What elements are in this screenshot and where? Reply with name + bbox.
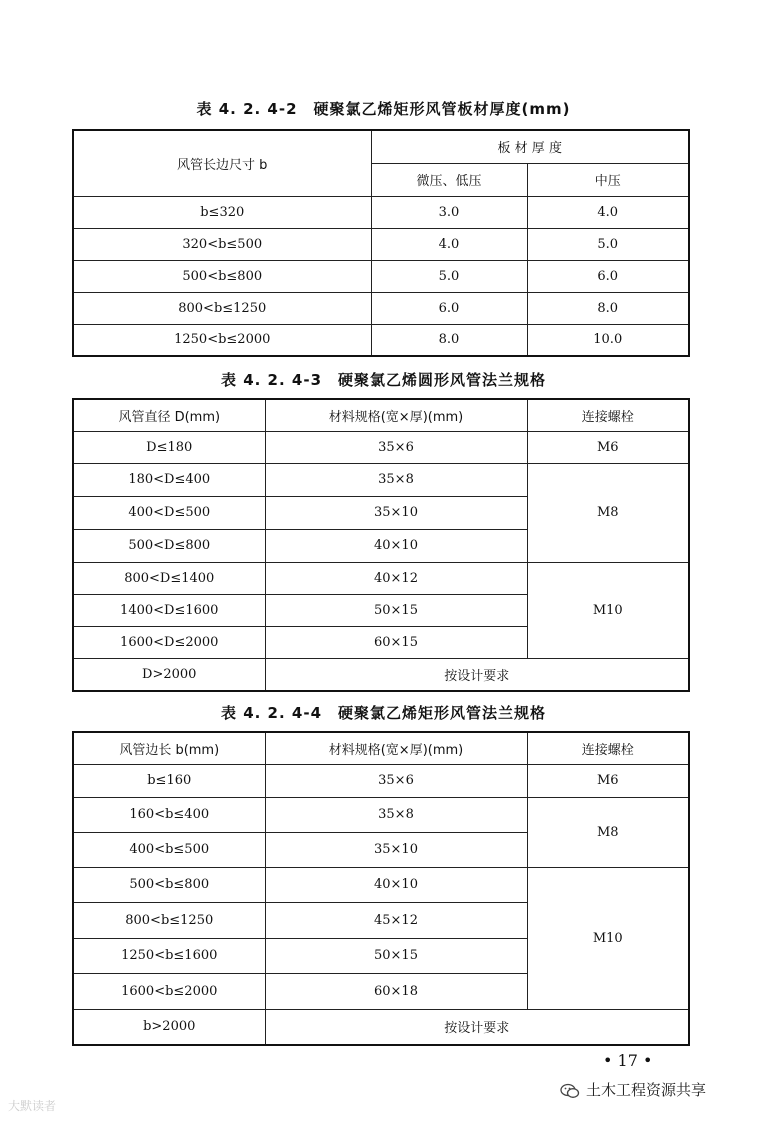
table2 [72, 398, 690, 692]
table2-header-bolt: 连接螺栓 [527, 399, 689, 431]
table3-range: 400<b≤500 [73, 832, 265, 867]
table1-range: 800<b≤1250 [73, 292, 371, 324]
table3-header-bolt: 连接螺栓 [527, 732, 689, 764]
table3-spec: 按设计要求 [265, 1009, 689, 1045]
table1-range: 1250<b≤2000 [73, 324, 371, 356]
table3-range: 1600<b≤2000 [73, 973, 265, 1009]
table2-spec: 40×10 [265, 529, 527, 562]
table1-low: 5.0 [371, 260, 527, 292]
table2-bolt: M8 [527, 463, 689, 562]
table1 [72, 129, 690, 357]
table1-low: 6.0 [371, 292, 527, 324]
table2-range: 800<D≤1400 [73, 562, 265, 594]
table3-range: b≤160 [73, 764, 265, 797]
table1-mid: 4.0 [527, 196, 689, 228]
table2-range: D≤180 [73, 431, 265, 463]
page-number: • 17 • [603, 1051, 653, 1070]
table2-bolt: M6 [527, 431, 689, 463]
table3-bolt: M10 [527, 867, 689, 1009]
table3-range: 500<b≤800 [73, 867, 265, 902]
table1-range: 320<b≤500 [73, 228, 371, 260]
table-row [73, 260, 689, 292]
table1-mid: 8.0 [527, 292, 689, 324]
table2-range: 1600<D≤2000 [73, 626, 265, 658]
table3-spec: 35×6 [265, 764, 527, 797]
table1-low: 4.0 [371, 228, 527, 260]
table2-spec: 35×10 [265, 496, 527, 529]
table-row [73, 1009, 689, 1045]
table3-range: 800<b≤1250 [73, 902, 265, 938]
table3-range: b>2000 [73, 1009, 265, 1045]
table-row [73, 324, 689, 356]
table2-range: 500<D≤800 [73, 529, 265, 562]
table3 [72, 731, 690, 1046]
table-row [73, 463, 689, 496]
table1-mid: 5.0 [527, 228, 689, 260]
table-row [73, 228, 689, 260]
table3-header-spec: 材料规格(宽×厚)(mm) [265, 732, 527, 764]
table3-title: 表 4. 2. 4-4 硬聚氯乙烯矩形风管法兰规格 [220, 704, 547, 722]
table1-header-mid: 中压 [527, 163, 689, 196]
table3-spec: 45×12 [265, 902, 527, 938]
table-row [73, 658, 689, 691]
table1-header-low: 微压、低压 [371, 163, 527, 196]
table-row [73, 867, 689, 902]
table3-range: 1250<b≤1600 [73, 938, 265, 973]
table2-spec: 60×15 [265, 626, 527, 658]
table1-header-group: 板 材 厚 度 [371, 130, 689, 163]
table-row [73, 292, 689, 324]
table2-header-spec: 材料规格(宽×厚)(mm) [265, 399, 527, 431]
table1-low: 8.0 [371, 324, 527, 356]
table-row [73, 562, 689, 594]
watermark-right-text: 土木工程资源共享 [586, 1081, 707, 1099]
table2-bolt: M10 [527, 562, 689, 658]
table3-spec: 35×8 [265, 797, 527, 832]
table-row [73, 764, 689, 797]
table2-range: D>2000 [73, 658, 265, 691]
table-row [73, 797, 689, 832]
table2-spec: 50×15 [265, 594, 527, 626]
table2-title: 表 4. 2. 4-3 硬聚氯乙烯圆形风管法兰规格 [220, 371, 547, 389]
table3-bolt: M6 [527, 764, 689, 797]
table2-range: 400<D≤500 [73, 496, 265, 529]
table2-spec: 35×8 [265, 463, 527, 496]
table3-bolt: M8 [527, 797, 689, 867]
table2-spec: 40×12 [265, 562, 527, 594]
table2-header-diameter: 风管直径 D(mm) [73, 399, 265, 431]
table-row [73, 196, 689, 228]
table2-spec: 按设计要求 [265, 658, 689, 691]
table1-low: 3.0 [371, 196, 527, 228]
table3-spec: 60×18 [265, 973, 527, 1009]
table1-header-col: 风管长边尺寸 b [73, 130, 371, 196]
watermark-left: 大默读者 [8, 1099, 57, 1113]
table2-range: 180<D≤400 [73, 463, 265, 496]
table1-range: b≤320 [73, 196, 371, 228]
table3-spec: 35×10 [265, 832, 527, 867]
table3-spec: 50×15 [265, 938, 527, 973]
table2-spec: 35×6 [265, 431, 527, 463]
table1-mid: 10.0 [527, 324, 689, 356]
wechat-icon [560, 1083, 580, 1099]
table1-range: 500<b≤800 [73, 260, 371, 292]
table1-title: 表 4. 2. 4-2 硬聚氯乙烯矩形风管板材厚度(mm) [196, 100, 571, 118]
table3-range: 160<b≤400 [73, 797, 265, 832]
table3-header-length: 风管边长 b(mm) [73, 732, 265, 764]
table2-range: 1400<D≤1600 [73, 594, 265, 626]
table-row [73, 431, 689, 463]
watermark-right [560, 1079, 706, 1100]
table1-mid: 6.0 [527, 260, 689, 292]
table3-spec: 40×10 [265, 867, 527, 902]
